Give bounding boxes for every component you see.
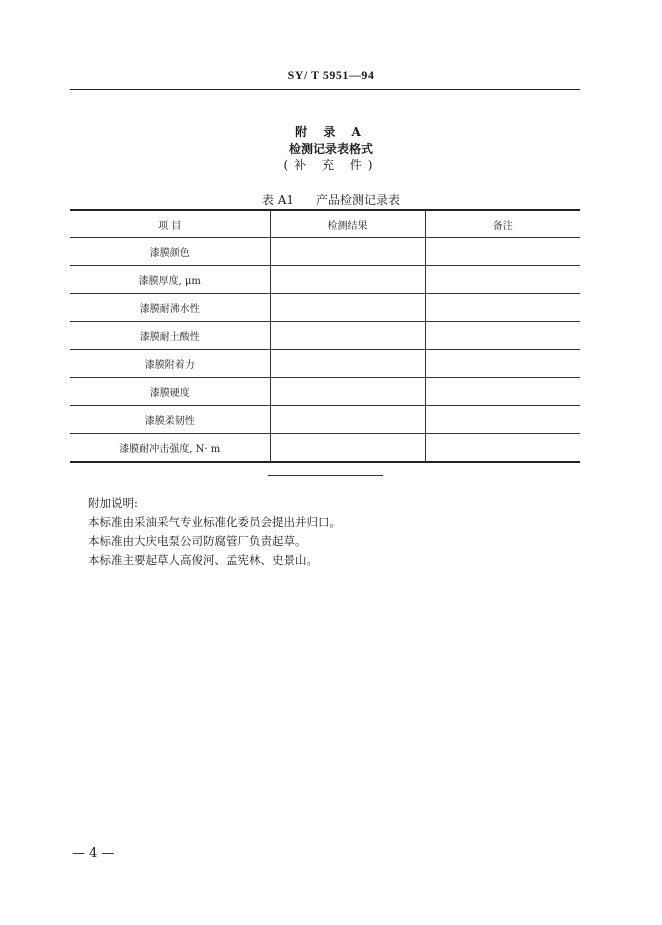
row-item-cell: 漆膜附着力 xyxy=(70,350,270,378)
row-result-cell xyxy=(270,294,425,322)
appendix-title: 附 录 A xyxy=(295,125,367,139)
table-row xyxy=(70,406,580,434)
table-caption xyxy=(0,191,662,208)
column-header-item: 项 目 xyxy=(70,210,270,238)
row-result-cell xyxy=(270,266,425,294)
table-row xyxy=(70,322,580,350)
row-result-cell xyxy=(270,434,425,463)
row-remark-cell xyxy=(425,378,580,406)
row-remark-cell xyxy=(425,406,580,434)
table-caption-title: 产品检测记录表 xyxy=(316,193,401,207)
table-header-row xyxy=(70,210,580,238)
row-item-cell: 漆膜耐沸水性 xyxy=(70,294,270,322)
appendix-subtitle: 检测记录表格式 xyxy=(288,142,373,156)
additional-notes-line: 本标准由采油采气专业标准化委员会提出并归口。 xyxy=(88,515,341,529)
row-result-cell xyxy=(270,238,425,266)
row-remark-cell xyxy=(425,322,580,350)
row-result-cell xyxy=(270,406,425,434)
inspection-record-table xyxy=(70,209,580,463)
row-result-cell xyxy=(270,322,425,350)
table-row xyxy=(70,238,580,266)
row-item-cell: 漆膜硬度 xyxy=(70,378,270,406)
header-divider xyxy=(70,89,580,90)
page-number: — 4 — xyxy=(72,846,115,861)
row-remark-cell xyxy=(425,266,580,294)
row-remark-cell xyxy=(425,294,580,322)
row-item-cell: 漆膜柔韧性 xyxy=(70,406,270,434)
table-row xyxy=(70,434,580,463)
additional-notes xyxy=(88,494,341,570)
end-of-appendix-rule xyxy=(268,475,383,476)
row-item-cell: 漆膜耐土酸性 xyxy=(70,322,270,350)
row-result-cell xyxy=(270,378,425,406)
table-row xyxy=(70,294,580,322)
table-caption-number: 表 A1 xyxy=(261,193,295,207)
row-result-cell xyxy=(270,350,425,378)
column-header-result: 检测结果 xyxy=(270,210,425,238)
column-header-remark: 备注 xyxy=(425,210,580,238)
additional-notes-line: 本标准主要起草人高俊河、孟宪林、史景山。 xyxy=(88,553,318,567)
row-remark-cell xyxy=(425,238,580,266)
appendix-note: (补 充 件) xyxy=(283,158,379,172)
row-item-cell: 漆膜颜色 xyxy=(70,238,270,266)
table-row xyxy=(70,266,580,294)
row-remark-cell xyxy=(425,434,580,463)
row-item-cell: 漆膜耐冲击强度, N· m xyxy=(70,434,270,463)
row-item-cell: 漆膜厚度, μm xyxy=(70,266,270,294)
row-remark-cell xyxy=(425,350,580,378)
additional-notes-line: 本标准由大庆电泵公司防腐管厂负责起草。 xyxy=(88,534,307,548)
table-row xyxy=(70,350,580,378)
additional-notes-heading: 附加说明: xyxy=(88,496,138,510)
table-row xyxy=(70,378,580,406)
standard-number-header: SY/ T 5951—94 xyxy=(287,68,375,82)
